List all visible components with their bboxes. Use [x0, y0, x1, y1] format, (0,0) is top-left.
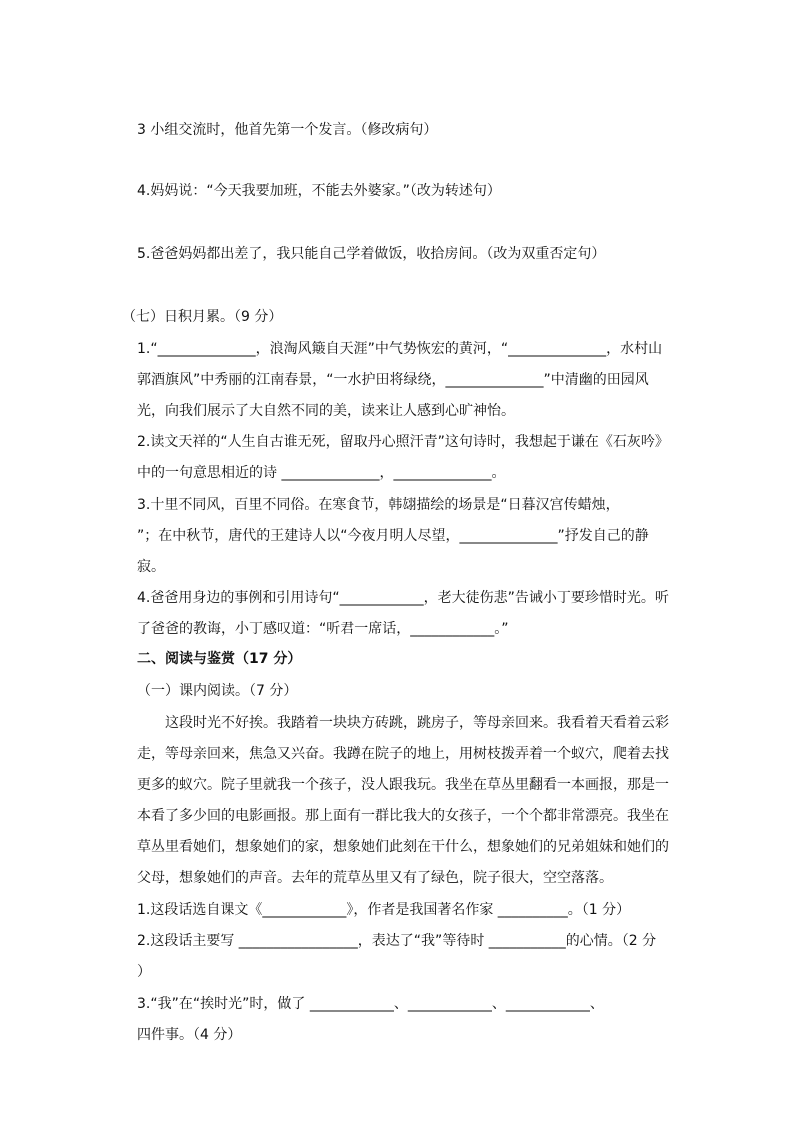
passage-line-1: 这段时光不好挨。我踏着一块块方砖跳，跳房子，等母亲回来。我看着天看着云彩 — [165, 715, 669, 731]
passage-line-5: 草丛里看她们，想象她们的家，想象她们此刻在干什么，想象她们的兄弟姐妹和她们的 — [137, 839, 669, 855]
passage-line-3: 更多的蚁穴。院子里就我一个孩子，没人跟我玩。我坐在草丛里翻看一本画报，那是一 — [137, 777, 669, 793]
reading-question-3-line2: 四件事。（4 分） — [137, 1027, 242, 1043]
section-7-title: （七）日积月累。（9 分） — [122, 309, 283, 325]
reading-1-title: （一）课内阅读。（7 分） — [137, 683, 298, 699]
s7-item1-line2: 郭酒旗风”中秀丽的江南春景，“一水护田将绿绕，______________”中清幽的田园风 — [137, 372, 649, 388]
question-3: 3 小组交流时，他首先第一个发言。（修改病句） — [137, 122, 438, 138]
reading-question-2-line1: 2.这段话主要写 _________________，表达了“我”等待时 ___________的心情。（2 分 — [137, 933, 657, 949]
s7-item4-line2: 了爸爸的教诲，小丁感叹道：“听君一席话，____________。” — [137, 621, 509, 637]
reading-question-3-line1: 3.“我”在“挨时光”时，做了 ____________、____________、____________、 — [137, 996, 604, 1012]
question-4: 4.妈妈说：“今天我要加班，不能去外婆家。”（改为转述句） — [137, 183, 501, 199]
passage-line-2: 走，等母亲回来，焦急又兴奋。我蹲在院子的地上，用树枝拨弄着一个蚁穴，爬着去找 — [137, 746, 669, 762]
s7-item4-line1: 4.爸爸用身边的事例和引用诗句“____________，老大徒伤悲”告诫小丁要珍惜时光。听 — [137, 590, 669, 606]
question-5: 5.爸爸妈妈都出差了，我只能自己学着做饭，收拾房间。（改为双重否定句） — [137, 246, 606, 262]
reading-question-1: 1.这段话选自课文《____________》，作者是我国著名作家 __________。（1 分） — [137, 902, 631, 918]
s7-item3-line1: 3.十里不同风，百里不同俗。在寒食节，韩翃描绘的场景是“日暮汉宫传蜡烛， — [137, 497, 620, 513]
s7-item3-line3: 寂。 — [137, 559, 165, 575]
s7-item1-line1: 1.“______________，浪淘风簸自天涯”中气势恢宏的黄河，“______________，水村山 — [137, 341, 663, 357]
reading-question-2-line2: ） — [137, 964, 151, 980]
s7-item2-line2: 中的一句意思相近的诗 ______________，______________。 — [137, 465, 506, 481]
s7-item3-line2: ”；在中秋节，唐代的王建诗人以“今夜月明人尽望，______________”抒发自己的静 — [137, 528, 649, 544]
part-2-title: 二、阅读与鉴赏（17 分） — [137, 651, 302, 667]
passage-line-6: 父母，想象她们的声音。去年的荒草丛里又有了绿色，院子很大，空空落落。 — [137, 870, 613, 886]
s7-item1-line3: 光，向我们展示了大自然不同的美，读来让人感到心旷神怡。 — [137, 403, 515, 419]
s7-item2-line1: 2.读文天祥的“人生自古谁无死，留取丹心照汗青”这句诗时，我想起于谦在《石灰吟》 — [137, 434, 669, 450]
passage-line-4: 本看了多少回的电影画报。那上面有一群比我大的女孩子，一个个都非常漂亮。我坐在 — [137, 808, 669, 824]
